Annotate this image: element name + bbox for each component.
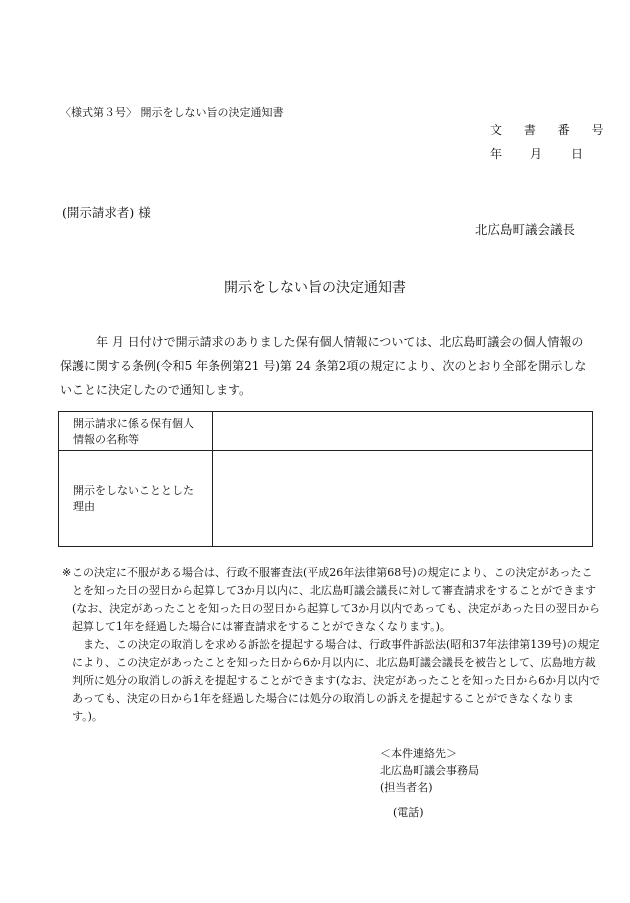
- note-paragraph-lawsuit: また、この決定の取消しを求める訴訟を提起する場合は、行政事件訴訟法(昭和37年法律第139号)の規定により、この決定があったことを知った日から6か月以内に、北広島町議会議長を被告として、広島地方裁判所に処分の取消しの訴えを提起することができます(なお、決定があったことを知った日から6か月以内であっても、決定の日から1年を経過した場合には処分の取消しの訴えを提起することができなくなります。)。: [72, 638, 601, 723]
- info-name-value: [213, 412, 593, 451]
- date-month: 月: [530, 147, 543, 161]
- table-row: [59, 412, 593, 451]
- reason-value: [213, 451, 593, 547]
- note-paragraph-appeal: この決定に不服がある場合は、行政不服審査法(平成26年法律第68号)の規定により、この決定があったことを知った日の翌日から起算して3か月以内に、北広島町議会議長に対して審査請求をすることができます(なお、決定があったことを知った日の翌日から起算して3か月以内であっても、決定があった日の翌日から起算して1年を経過した場合には審査請求をすることができなくなります。)。: [72, 566, 600, 633]
- body-text: [60, 330, 595, 402]
- table-row: [59, 451, 593, 547]
- date-line: [490, 145, 583, 162]
- info-name-label: 開示請求に係る保有個人情報の名称等: [59, 412, 213, 451]
- note-mark: ※: [62, 566, 72, 579]
- document-title: 開示をしない旨の決定通知書: [224, 280, 406, 296]
- date-day: 日: [571, 147, 584, 161]
- requester-label: (開示請求者) 様: [62, 205, 151, 220]
- contact-phone: (電話): [393, 806, 424, 819]
- issuer-label: 北広島町議会議長: [475, 222, 576, 237]
- date-year: 年: [490, 147, 503, 161]
- contact-person: (担当者名): [380, 781, 433, 794]
- form-label: 〈様式第３号〉 開示をしない旨の決定通知書: [60, 106, 284, 119]
- notes-section: [62, 564, 602, 726]
- body-paragraph: 年 月 日付けで開示請求のありました保有個人情報については、北広島町議会の個人情報の保護に関する条例(令和5 年条例第21 号)第 24 条第2項の規定により、次のとおり全部を開示しないことに決定したので通知します。: [60, 335, 587, 397]
- contact-office: 北広島町議会事務局: [380, 764, 479, 777]
- info-table: [58, 411, 593, 547]
- contact-block: [380, 745, 479, 821]
- contact-heading: ＜本件連絡先＞: [380, 747, 457, 760]
- reason-label: 開示をしないこととした理由: [59, 451, 213, 547]
- document-number-label: 文 書 番 号: [490, 123, 613, 137]
